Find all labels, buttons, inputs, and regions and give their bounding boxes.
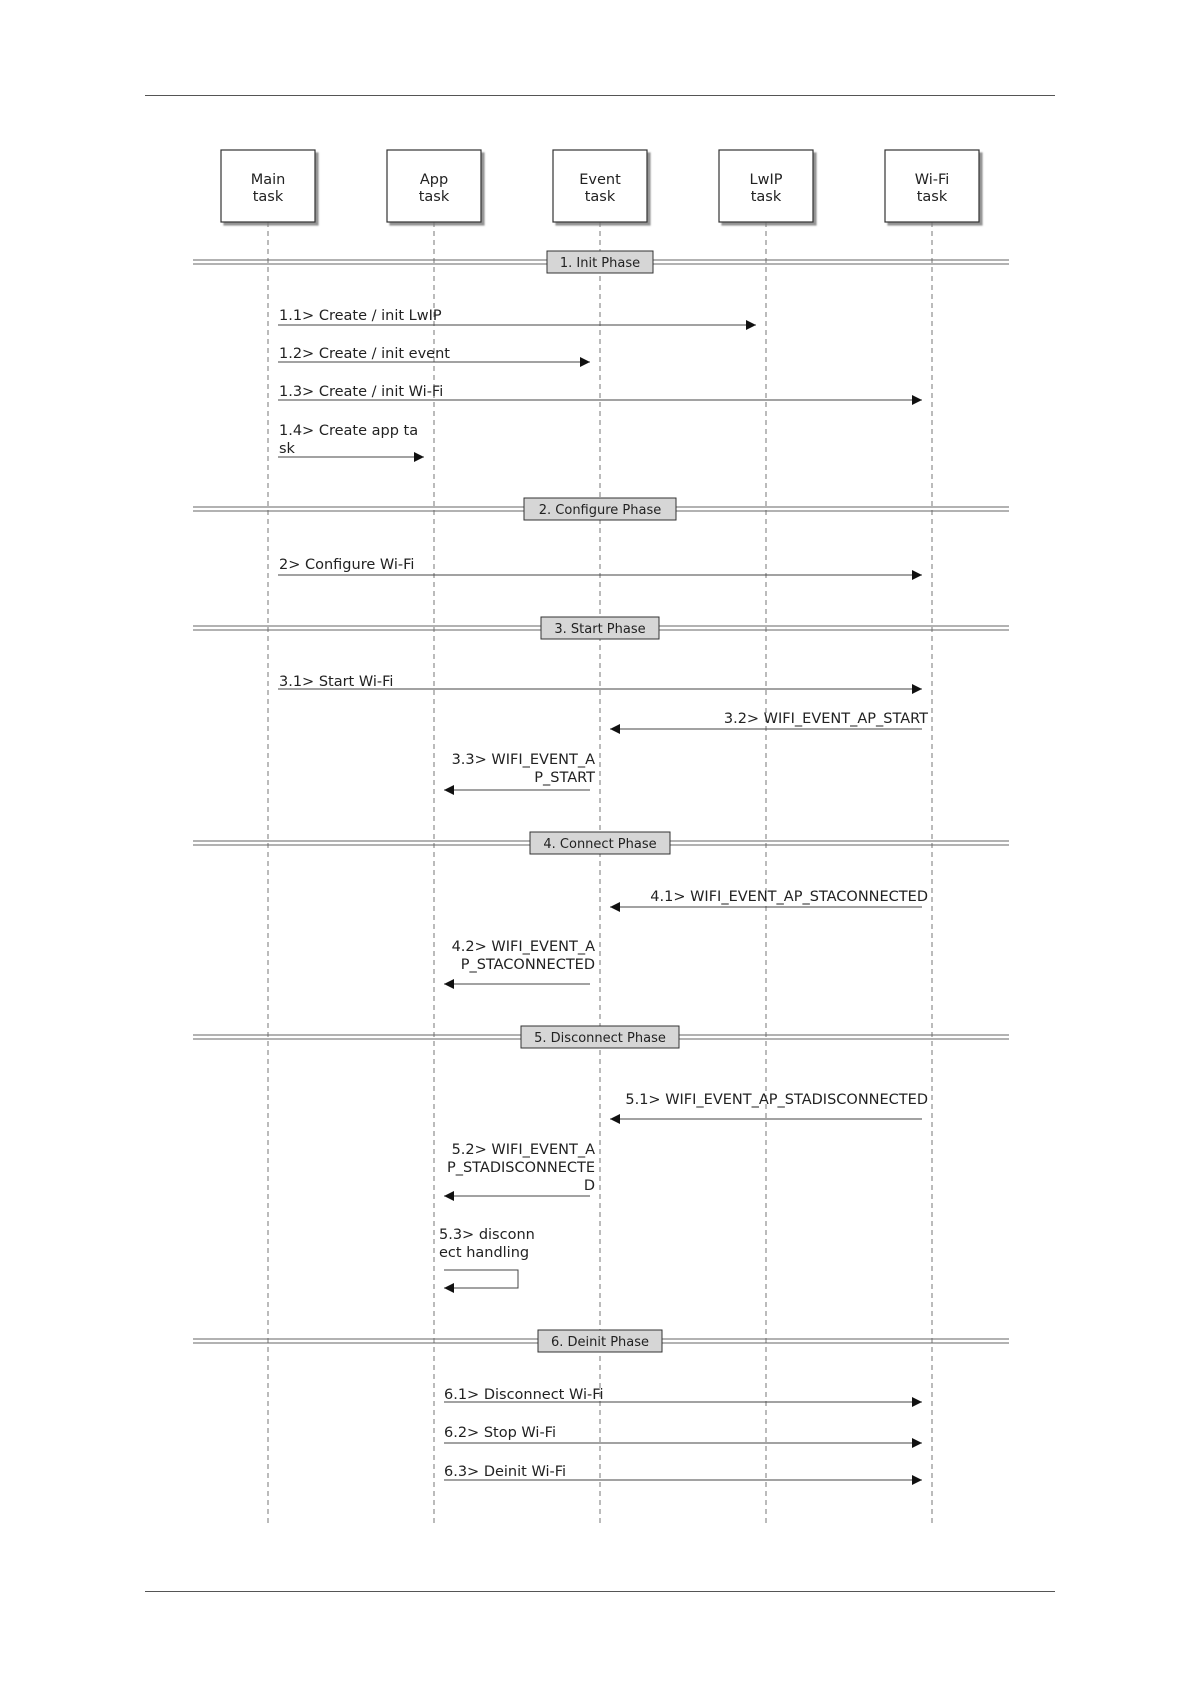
phase-divider-6 xyxy=(193,1330,1009,1352)
phase-label-1: 1. Init Phase xyxy=(559,256,641,271)
message-m6_1 xyxy=(444,1387,922,1403)
actor-label-lwip: task xyxy=(750,189,782,205)
actor-label-app: App xyxy=(419,172,449,188)
message-m5_1 xyxy=(610,1092,928,1119)
message-label-m3_3: 3.3> WIFI_EVENT_A xyxy=(451,752,595,768)
message-label-m5_2: D xyxy=(583,1178,595,1194)
message-m4_2 xyxy=(444,939,595,984)
message-label-m5_2: 5.2> WIFI_EVENT_A xyxy=(451,1142,595,1158)
message-label-m1_3: 1.3> Create / init Wi-Fi xyxy=(279,384,444,400)
phase-divider-1 xyxy=(193,251,1009,273)
message-label-m2: 2> Configure Wi-Fi xyxy=(279,557,415,573)
message-m5_2 xyxy=(444,1142,595,1196)
message-label-m6_1: 6.1> Disconnect Wi-Fi xyxy=(444,1387,604,1403)
message-m4_1 xyxy=(610,889,928,907)
phase-divider-5 xyxy=(193,1026,1009,1048)
phase-label-2: 2. Configure Phase xyxy=(538,503,662,518)
actor-app xyxy=(387,150,481,222)
message-label-m5_3: ect handling xyxy=(439,1245,530,1261)
message-label-m4_2: 4.2> WIFI_EVENT_A xyxy=(451,939,595,955)
message-m5_3 xyxy=(439,1227,535,1288)
message-label-m6_3: 6.3> Deinit Wi-Fi xyxy=(444,1464,567,1480)
actor-label-event: Event xyxy=(579,172,621,188)
actor-wifi xyxy=(885,150,979,222)
message-m1_4 xyxy=(278,423,424,457)
actor-label-lwip: LwIP xyxy=(749,172,783,188)
actor-label-wifi: task xyxy=(916,189,948,205)
footer-rule xyxy=(145,1591,1055,1592)
message-label-m1_4: sk xyxy=(279,441,295,457)
message-label-m1_4: 1.4> Create app ta xyxy=(279,423,419,439)
actor-lwip xyxy=(719,150,813,222)
message-label-m4_1: 4.1> WIFI_EVENT_AP_STACONNECTED xyxy=(650,889,928,905)
phase-label-4: 4. Connect Phase xyxy=(543,837,657,852)
actor-label-wifi: Wi-Fi xyxy=(914,172,950,188)
phase-divider-2 xyxy=(193,498,1009,520)
phase-label-5: 5. Disconnect Phase xyxy=(534,1031,666,1046)
phase-label-3: 3. Start Phase xyxy=(554,622,646,637)
message-m3_3 xyxy=(444,752,595,790)
message-label-m1_2: 1.2> Create / init event xyxy=(279,346,450,362)
actor-label-event: task xyxy=(584,189,616,205)
arrow-m5_3 xyxy=(444,1270,518,1288)
phase-divider-3 xyxy=(193,617,1009,639)
message-label-m1_1: 1.1> Create / init LwIP xyxy=(279,308,442,324)
message-label-m4_2: P_STACONNECTED xyxy=(460,957,595,973)
actor-event xyxy=(553,150,647,222)
message-label-m3_2: 3.2> WIFI_EVENT_AP_START xyxy=(723,711,928,727)
message-label-m5_1: 5.1> WIFI_EVENT_AP_STADISCONNECTED xyxy=(625,1092,928,1108)
message-m1_2 xyxy=(278,346,590,362)
message-label-m5_3: 5.3> disconn xyxy=(439,1227,535,1243)
message-m6_3 xyxy=(444,1464,922,1480)
phase-label-6: 6. Deinit Phase xyxy=(550,1335,650,1350)
message-m6_2 xyxy=(444,1425,922,1443)
actor-main xyxy=(221,150,315,222)
actor-label-main: task xyxy=(252,189,284,205)
message-m3_2 xyxy=(610,711,928,729)
actor-label-app: task xyxy=(418,189,450,205)
message-label-m6_2: 6.2> Stop Wi-Fi xyxy=(444,1425,556,1441)
message-label-m3_1: 3.1> Start Wi-Fi xyxy=(279,674,394,690)
phase-divider-4 xyxy=(193,832,1009,854)
message-label-m3_3: P_START xyxy=(534,770,595,786)
actor-label-main: Main xyxy=(250,172,286,188)
message-m1_1 xyxy=(278,308,756,325)
message-label-m5_2: P_STADISCONNECTE xyxy=(446,1160,595,1176)
